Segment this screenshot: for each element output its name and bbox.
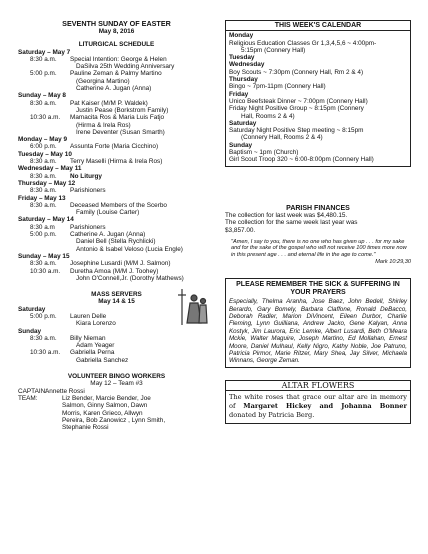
schedule-day-heading: Wednesday – May 11 [18,165,82,173]
right-column [225,20,411,424]
calendar-day-heading: Tuesday [229,54,255,62]
schedule-day-heading: Thursday – May 12 [18,179,76,187]
schedule-continuation: Justin Pease (Borkstrom Family) [76,106,169,114]
schedule-continuation: Family (Louise Carter) [76,209,140,217]
calendar-day-heading: Wednesday [229,61,265,69]
schedule-time: 6:00 p.m. [30,143,57,151]
finances-line: The collection for last week was $4,480.15. [225,211,348,219]
calendar-entry: Unico Beefsteak Dinner ~ 7:00pm (Connery Hall) [229,97,368,105]
schedule-entry [18,100,215,107]
altar-servers-clipart-icon [176,287,208,327]
mass-servers-title: MASS SERVERS [91,291,142,299]
servers-text: Billy Nieman [70,334,106,342]
schedule-entry [18,224,215,231]
servers-entry [18,349,215,356]
schedule-entry [18,202,215,209]
finances-line: The collection for the same week last year was [225,219,358,227]
liturgical-schedule-title: LITURGICAL SCHEDULE [78,41,155,49]
prayers-box [225,278,411,368]
bingo-title: VOLUNTEER BINGO WORKERS [67,373,166,381]
schedule-day-heading: Monday – May 9 [18,136,68,144]
bingo-captain-row [18,388,215,395]
schedule-time: 5:00 p.m. [30,70,57,78]
servers-day-heading: Saturday [18,305,46,313]
schedule-text: Special Intention: George & Helen [70,55,167,63]
schedule-continuation: (Hirma & Irela Ros) [76,121,131,129]
schedule-continuation: John O'Connell,Jr. (Dorothy Mathews) [76,274,184,282]
flowers-names: Margaret Hickey and Johanna Bonner [243,402,407,411]
servers-continuation: Adam Yeager [76,342,115,350]
schedule-text: Pat Kaiser (M/M P. Waldek) [70,99,148,107]
schedule-text: Josephine Lusardi (M/M J. Salmon) [70,260,171,268]
schedule-time: 10:30 a.m. [30,267,61,275]
servers-time: 5:00 p.m. [30,312,57,320]
calendar-day-heading: Thursday [229,76,258,84]
calendar-list [226,31,410,165]
calendar-day-heading: Sunday [229,141,253,149]
servers-time: 8:30 a.m. [30,334,57,342]
schedule-continuation: Irene Deventer (Susan Smarth) [76,128,165,136]
calendar-box [225,20,411,167]
schedule-day-heading: Sunday – May 8 [18,92,66,100]
mass-servers-dates: May 14 & 15 [98,298,135,306]
calendar-continuation: Hall, Rooms 2 & 4) [241,112,295,120]
calendar-entry: Baptism ~ 1pm (Church) [229,149,299,157]
schedule-text: Pauline Zeman & Palmy Martino [70,70,162,78]
calendar-day-heading: Friday [229,90,249,98]
schedule-time: 8:30 a.m. [30,260,57,268]
schedule-continuation: (Georgina Martino) [76,77,130,85]
team-line: Morris, Karen Grieco, Allwyn [62,409,143,417]
schedule-day-heading: Friday – May 13 [18,194,66,202]
schedule-text: Deceased Members of the Scerbo [70,201,167,209]
page-heading: SEVENTH SUNDAY OF EASTER [62,19,171,28]
schedule-day-heading: Sunday – May 15 [18,252,70,260]
schedule-day-heading: Tuesday – May 10 [18,150,72,158]
left-column [18,20,215,431]
team-line: Liz Bender, Marcie Bender, Joe [62,394,151,402]
calendar-title: THIS WEEK'S CALENDAR [226,21,410,31]
servers-continuation: Kiara Lorenzo [76,320,116,328]
team-line: Pereira, Bob Zanowicz , Lynn Smith, [62,416,166,424]
schedule-text: Parishioners [70,187,106,195]
liturgical-schedule [18,49,215,283]
schedule-entry [18,114,215,121]
schedule-entry [18,260,215,267]
scripture-source: Mark 10:29,30 [375,258,411,265]
schedule-continuation: Antonio & Isabel Veloso (Lucia Engle) [76,245,183,253]
servers-continuation: Gabriella Sanchez [76,356,129,364]
team-label: TEAM: [18,394,38,402]
schedule-entry [18,143,215,150]
servers-text: Lauren Delle [70,312,107,320]
schedule-entry [18,187,215,194]
schedule-text: Terry Maselli (Hirma & Irela Ros) [70,158,163,166]
captain-label: CAPTAIN: [18,387,47,395]
finances-line: $3,857.00. [225,226,256,234]
servers-entry [18,335,215,342]
calendar-entry: Bingo ~ 7pm-11pm (Connery Hall) [229,83,326,91]
schedule-time: 8:30 a.m. [30,201,57,209]
schedule-entry [18,268,215,275]
schedule-continuation: Catherine A. Jugan (Anna) [76,85,152,93]
schedule-continuation: DaSilva 25th Wedding Anniversary [76,63,175,71]
schedule-time: 8:30 a.m. [30,158,57,166]
servers-day-heading: Sunday [18,327,42,335]
schedule-time: 8:30 a.m. [30,55,57,63]
schedule-day-heading: Saturday – May 7 [18,48,71,56]
bingo-team-row [18,395,215,431]
servers-time: 10:30 a.m. [30,349,61,357]
schedule-text: Catherine A. Jugan (Anna) [70,231,146,239]
servers-text: Gabriella Perna [70,349,115,357]
calendar-continuation: (Connery Hall, Rooms 2 & 4) [241,134,323,142]
schedule-entry [18,173,215,180]
finances-title: PARISH FINANCES [286,204,350,212]
flowers-text-pre: The white roses that grace our altar are in memory of [229,393,407,411]
schedule-text: Parishioners [70,223,106,231]
prayers-title: PLEASE REMEMBER THE SICK & SUFFERING IN YOUR PRAYERS [236,280,400,296]
calendar-entry: Girl Scout Troop 320 ~ 6:00-8:00pm (Connery Hall) [229,156,374,164]
schedule-time: 8:30 a.m. [30,172,57,180]
calendar-day-heading: Monday [229,32,254,40]
team-line: Salmon, Ginny Salmon, Dawn [62,402,148,410]
calendar-entry: Saturday Night Positive Step meeting ~ 8:15pm [229,127,364,135]
page-date: May 8, 2016 [98,28,135,35]
schedule-continuation: Daniel Bell (Stella Rychlicki) [76,238,156,246]
schedule-time: 8:30 a.m. [30,99,57,107]
prayers-body: Especially, Thelma Aranha, Jose Baez, John Bedell, Shirley Berardo, Gary Bomely, Barbara Claffone, Ronald DeBacco, Deborah Radler, Marion DiVincent, Eileen Durbor, Charlie Fleming, Lynn Guilliana, Andrew Jacko, Gene Kalyan, Anna Kostyk, Jim Laurora, Eric Lemke, Albert Lusardi, Beth O'Meara Mckie, Walter Maguire, Joseph Martino, Ed Mollahan, Ernest Moore, Daniel Mulhaul, Kelly Nigro, Kathy Noble, Joe Patruno, Patricia Pirmor, Marie Ritzer, Mary Shea, Jay Silver, Michaela Winnans, George Zeman. [229,298,407,365]
schedule-text: Assunta Forte (Maria Cicchino) [70,143,159,151]
schedule-time: 5:00 p.m. [30,231,57,239]
schedule-day-heading: Saturday – May 14 [18,216,74,224]
schedule-entry [18,158,215,165]
flowers-text-post: donated by Patricia Berg. [229,411,315,420]
schedule-time: 10:30 a.m. [30,114,61,122]
calendar-day-heading: Saturday [229,119,257,127]
altar-flowers-text [226,391,410,423]
schedule-text: No Liturgy [70,172,102,180]
calendar-entry: Religious Education Classes Gr 1,3,4,5,6 ~ 4:00pm- [229,39,377,47]
schedule-entry [18,56,215,63]
team-line: Stephanie Rossi [62,424,109,432]
schedule-entry [18,70,215,77]
calendar-continuation: 5:15pm (Connery Hall) [241,46,306,54]
schedule-text: Duretha Amoa (M/M J. Toohey) [70,267,159,275]
calendar-entry: Friday Night Positive Group ~ 8:15pm (Connery [229,105,364,113]
calendar-entry: Boy Scouts ~ 7:30pm (Connery Hall, Rm 2 & 4) [229,68,364,76]
altar-flowers-box [225,380,411,424]
captain-name: Annette Rossi [45,387,85,395]
schedule-time: 8:30 a.m. [30,187,57,195]
altar-flowers-title: ALTAR FLOWERS [226,381,410,391]
schedule-text: Mamacita Ros & Maria Luis Fatjo [70,114,165,122]
schedule-time: 8:30 a.m [30,223,55,231]
schedule-entry [18,231,215,238]
scripture-quote: "Amen, I say to you, there is no one who has given up . . . for my sake and for the sake of the gospel who will not receive 100 times more now in this present age . . . and eternal life in the age to come." [231,238,407,259]
bingo-team: May 12 – Team #3 [90,380,143,388]
